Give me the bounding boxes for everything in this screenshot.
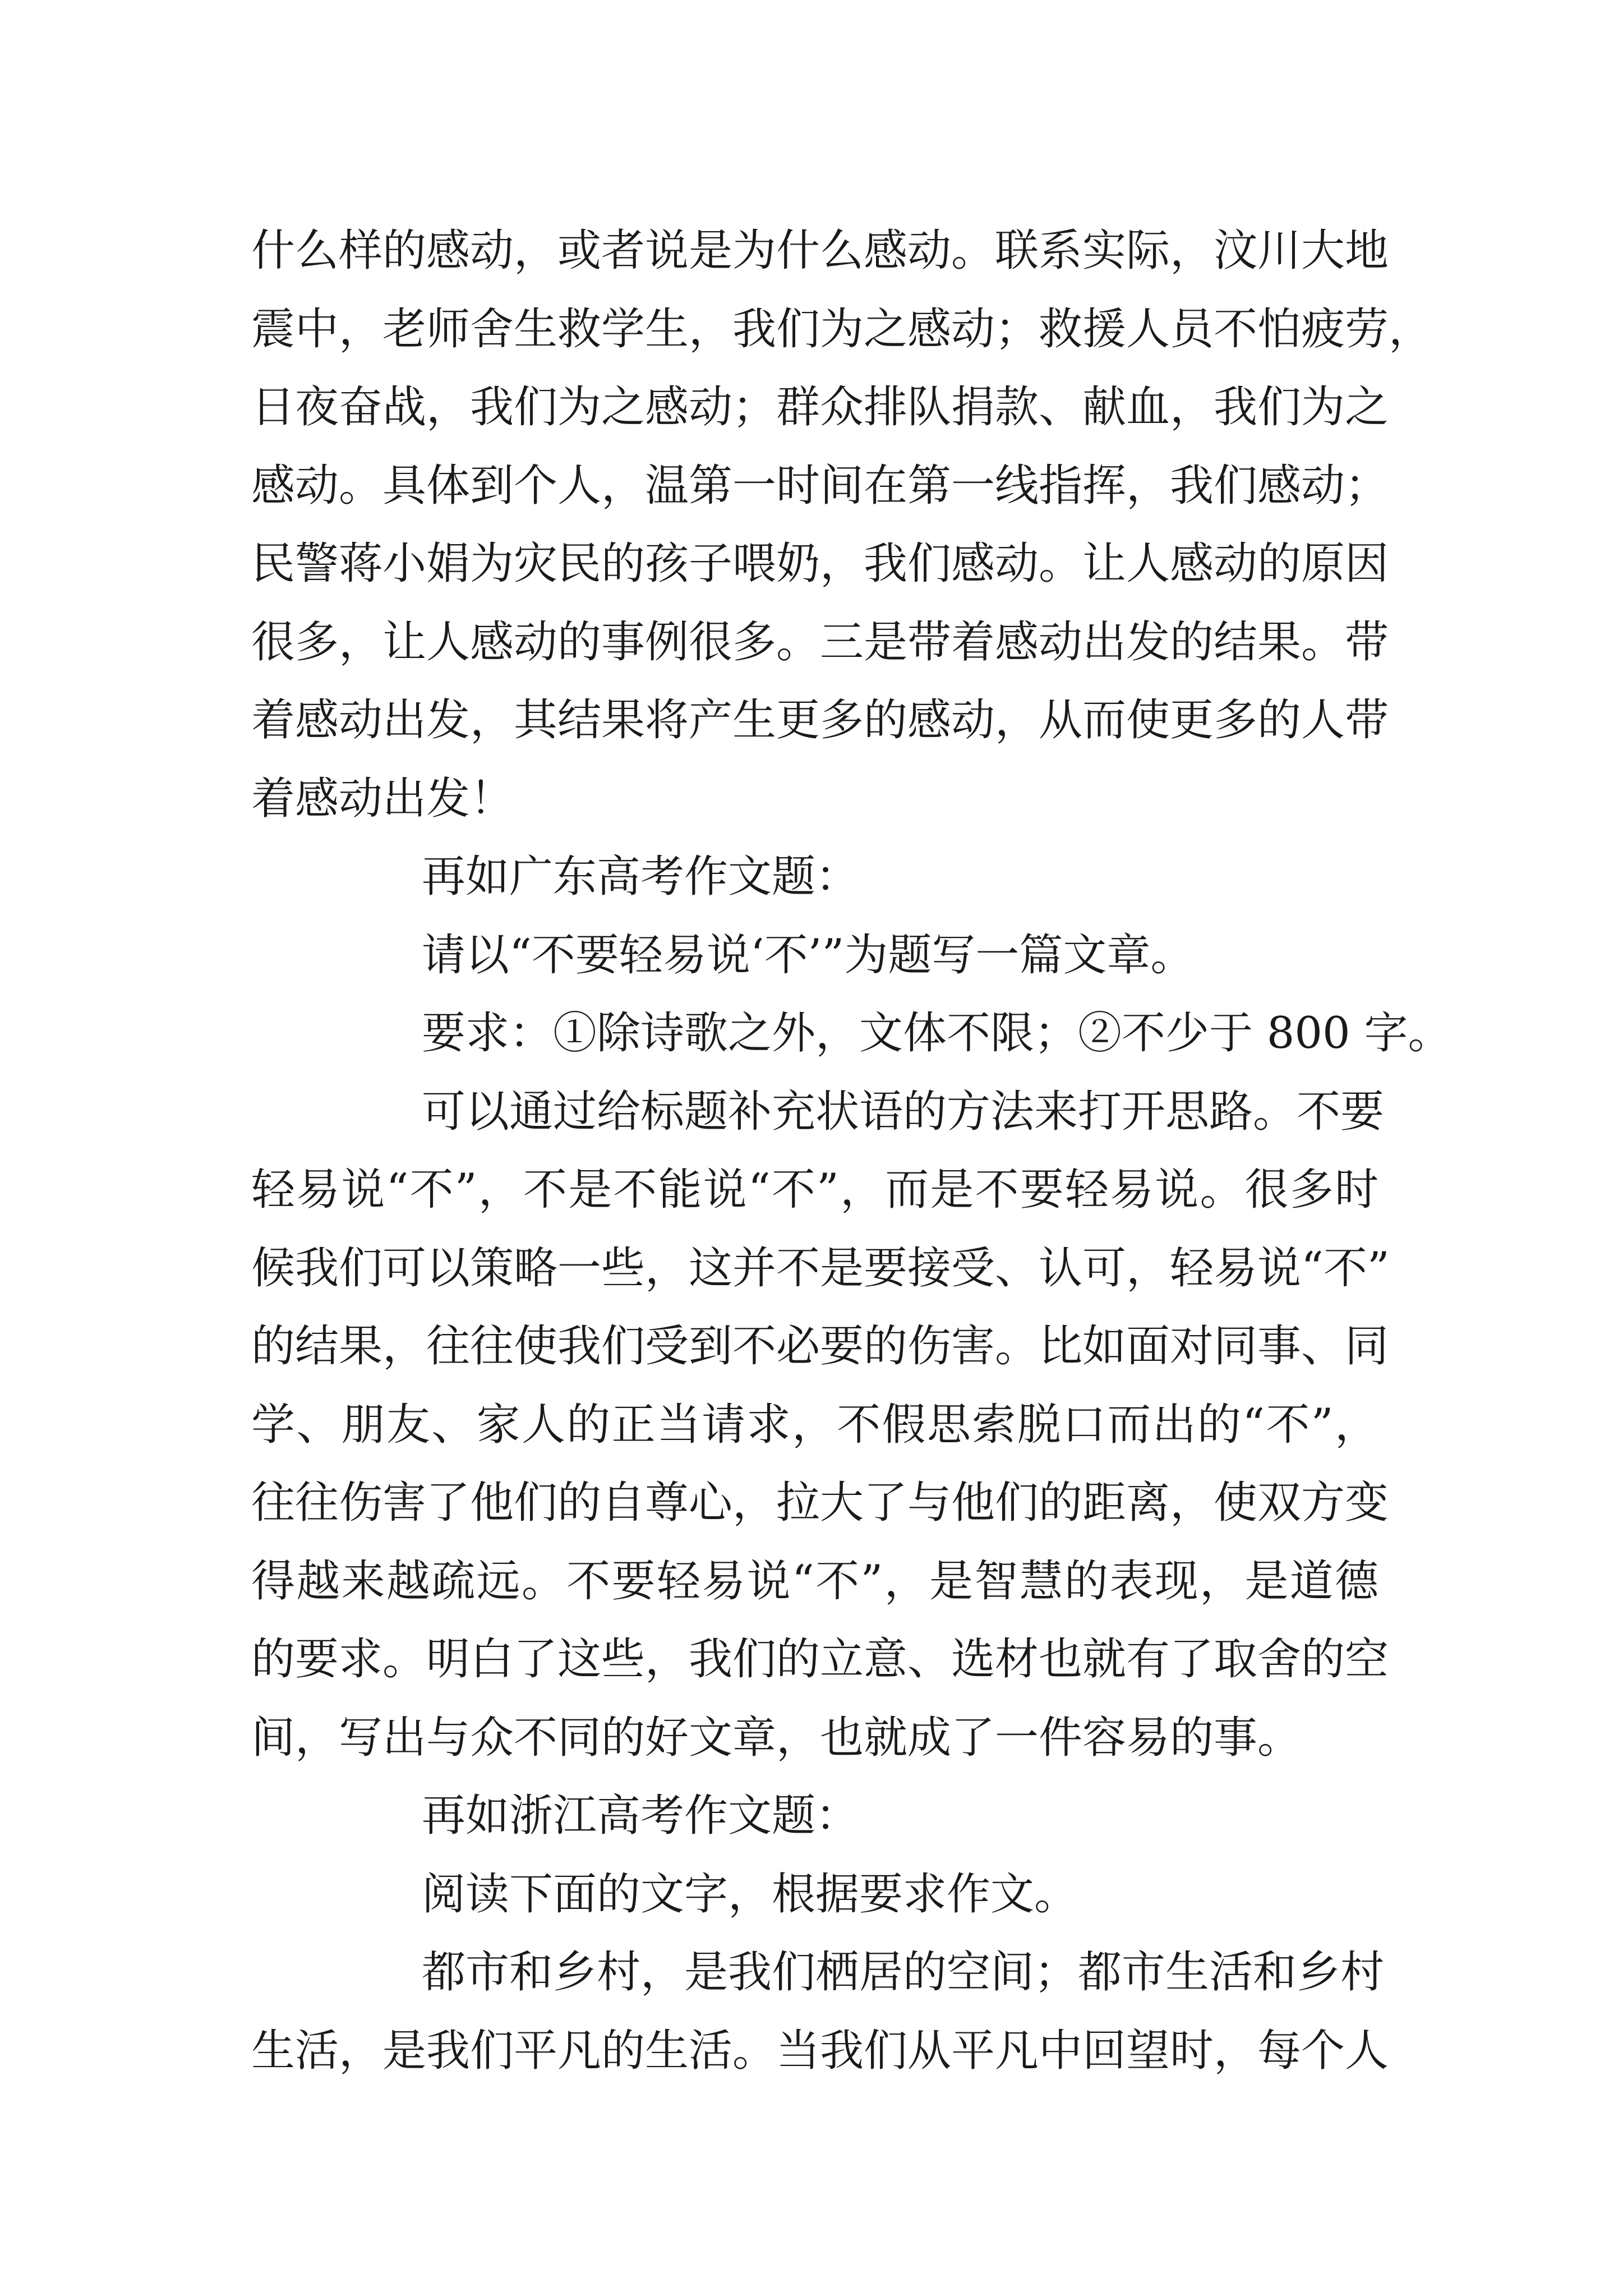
text-line: 往往伤害了他们的自尊心，拉大了与他们的距离，使双方变: [251, 1478, 1389, 1528]
text-line: 可以通过给标题补充状语的方法来打开思路。不要: [422, 1086, 1385, 1137]
body-text: [251, 212, 1452, 2090]
text-line: 阅读下面的文字，根据要求作文。: [422, 1869, 1078, 1920]
text-line: 得越来越疏远。不要轻易说“不”，是智慧的表现，是道德: [251, 1556, 1378, 1607]
text-line: 日夜奋战，我们为之感动；群众排队捐款、献血，我们为之: [251, 382, 1389, 432]
text-line: 轻易说“不”，不是不能说“不”，而是不要轻易说。很多时: [251, 1165, 1378, 1215]
text-line: 着感动出发！: [251, 773, 514, 824]
text-line: 着感动出发，其结果将产生更多的感动，从而使更多的人带: [251, 695, 1389, 746]
text-line: 民警蒋小娟为灾民的孩子喂奶，我们感动。让人感动的原因: [251, 539, 1389, 589]
text-line: 学、朋友、家人的正当请求，不假思索脱口而出的“不”，: [251, 1399, 1378, 1450]
text-line: 感动。具体到个人，温第一时间在第一线指挥，我们感动；: [251, 460, 1389, 511]
text-line: 很多，让人感动的事例很多。三是带着感动出发的结果。带: [251, 616, 1389, 668]
text-line: 要求：①除诗歌之外，文体不限；②不少于 800 字。: [422, 1008, 1452, 1059]
text-line: 都市和乡村，是我们栖居的空间；都市生活和乡村: [422, 1947, 1385, 1998]
text-line: 生活，是我们平凡的生活。当我们从平凡中回望时，每个人: [251, 2025, 1389, 2076]
text-line: 的要求。明白了这些，我们的立意、选材也就有了取舍的空: [251, 1634, 1389, 1685]
text-line: 再如广东高考作文题：: [422, 852, 860, 902]
text-line: 再如浙江高考作文题：: [422, 1791, 860, 1841]
text-line: 什么样的感动，或者说是为什么感动。联系实际，汶川大地: [251, 226, 1389, 276]
text-line: 请以“不要轻易说‘不’”为题写一篇文章。: [422, 930, 1195, 981]
text-line: 候我们可以策略一些，这并不是要接受、认可，轻易说“不”: [251, 1243, 1390, 1294]
text-line: 间，写出与众不同的好文章，也就成了一件容易的事。: [251, 1712, 1302, 1763]
text-line: 的结果，往往使我们受到不必要的伤害。比如面对同事、同: [251, 1321, 1389, 1372]
text-line: 震中，老师舍生救学生，我们为之感动；救援人员不怕疲劳，: [251, 303, 1433, 355]
